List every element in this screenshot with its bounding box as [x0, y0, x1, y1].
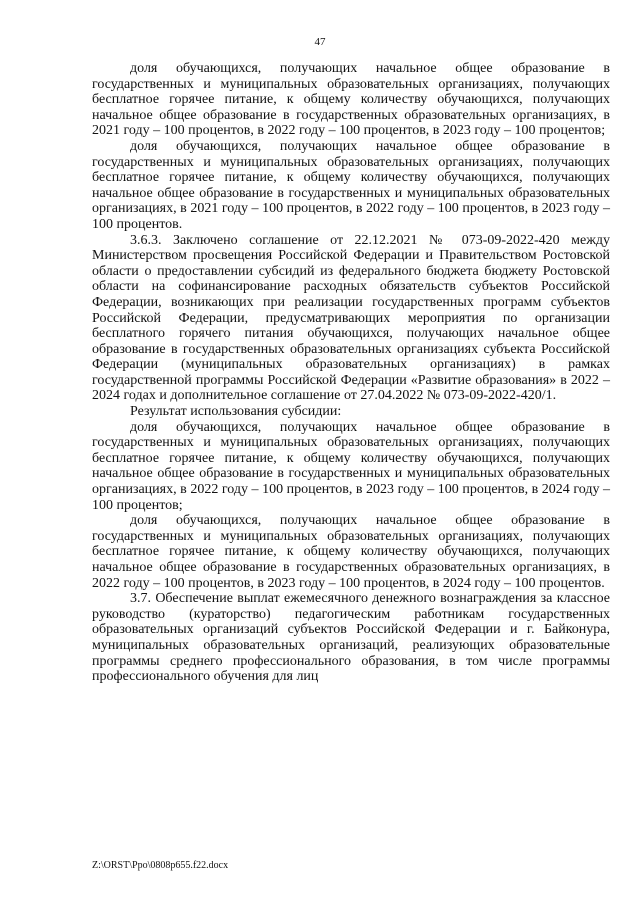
page-number: 47: [314, 36, 326, 48]
paragraph-1: доля обучающихся, получающих начальное общее образование в государственных и муниципальных образовательных организациях, получающих бесплатное горячее питание, к общему количеству обучающихся, получающих начальное общее образование в государственных образовательных организациях, в 2021 году – 100 процентов, в 2022 году – 100 процентов, в 2023 году – 100 процентов;: [92, 61, 610, 139]
footer-file-path: Z:\ORST\Ppo\0808p655.f22.docx: [92, 860, 229, 871]
paragraph-5: доля обучающихся, получающих начальное общее образование в государственных и муниципальных образовательных организациях, получающих бесплатное горячее питание, к общему количеству обучающихся, получающих начальное общее образование в государственных и муниципальных образовательных организациях, в 2022 году – 100 процентов, в 2023 году – 100 процентов, в 2024 году – 100 процентов;: [92, 419, 610, 513]
paragraph-6: доля обучающихся, получающих начальное общее образование в государственных и муниципальных образовательных организациях, получающих бесплатное горячее питание, к общему количеству обучающихся, получающих начальное общее образование в государственных образовательных организациях, в 2022 году – 100 процентов, в 2023 году – 100 процентов, в 2024 году – 100 процентов.: [92, 513, 610, 591]
document-body: [92, 61, 610, 685]
paragraph-7: 3.7. Обеспечение выплат ежемесячного денежного вознаграждения за классное руководство (кураторство) педагогическим работникам государственных образовательных организаций субъектов Российской Федерации и г. Байконура, муниципальных образовательных организаций, реализующих образовательные программы среднего профессионального образования, в том числе программы профессионального обучения для лиц: [92, 591, 610, 685]
paragraph-3: 3.6.3. Заключено соглашение от 22.12.2021 № 073-09-2022-420 между Министерством просвещения Российской Федерации и Правительством Ростовской области о предоставлении субсидий из федерального бюджета бюджету Ростовской области на софинансирование расходных обязательств субъектов Российской Федерации, возникающих при реализации государственных программ субъектов Российской Федерации, предусматривающих мероприятия по организации бесплатного горячего питания обучающихся, получающих начальное общее образование в государственных образовательных организациях субъекта Российской Федерации (муниципальных образовательных организациях) в рамках государственной программы Российской Федерации «Развитие образования» в 2022 – 2024 годах и дополнительное соглашение от 27.04.2022 № 073-09-2022-420/1.: [92, 232, 610, 404]
paragraph-2: доля обучающихся, получающих начальное общее образование в государственных и муниципальных образовательных организациях, получающих бесплатное горячее питание, к общему количеству обучающихся, получающих начальное общее образование в государственных и муниципальных образовательных организациях, в 2021 году – 100 процентов, в 2022 году – 100 процентов, в 2023 году – 100 процентов.: [92, 138, 610, 232]
paragraph-4: Результат использования субсидии:: [130, 404, 342, 420]
